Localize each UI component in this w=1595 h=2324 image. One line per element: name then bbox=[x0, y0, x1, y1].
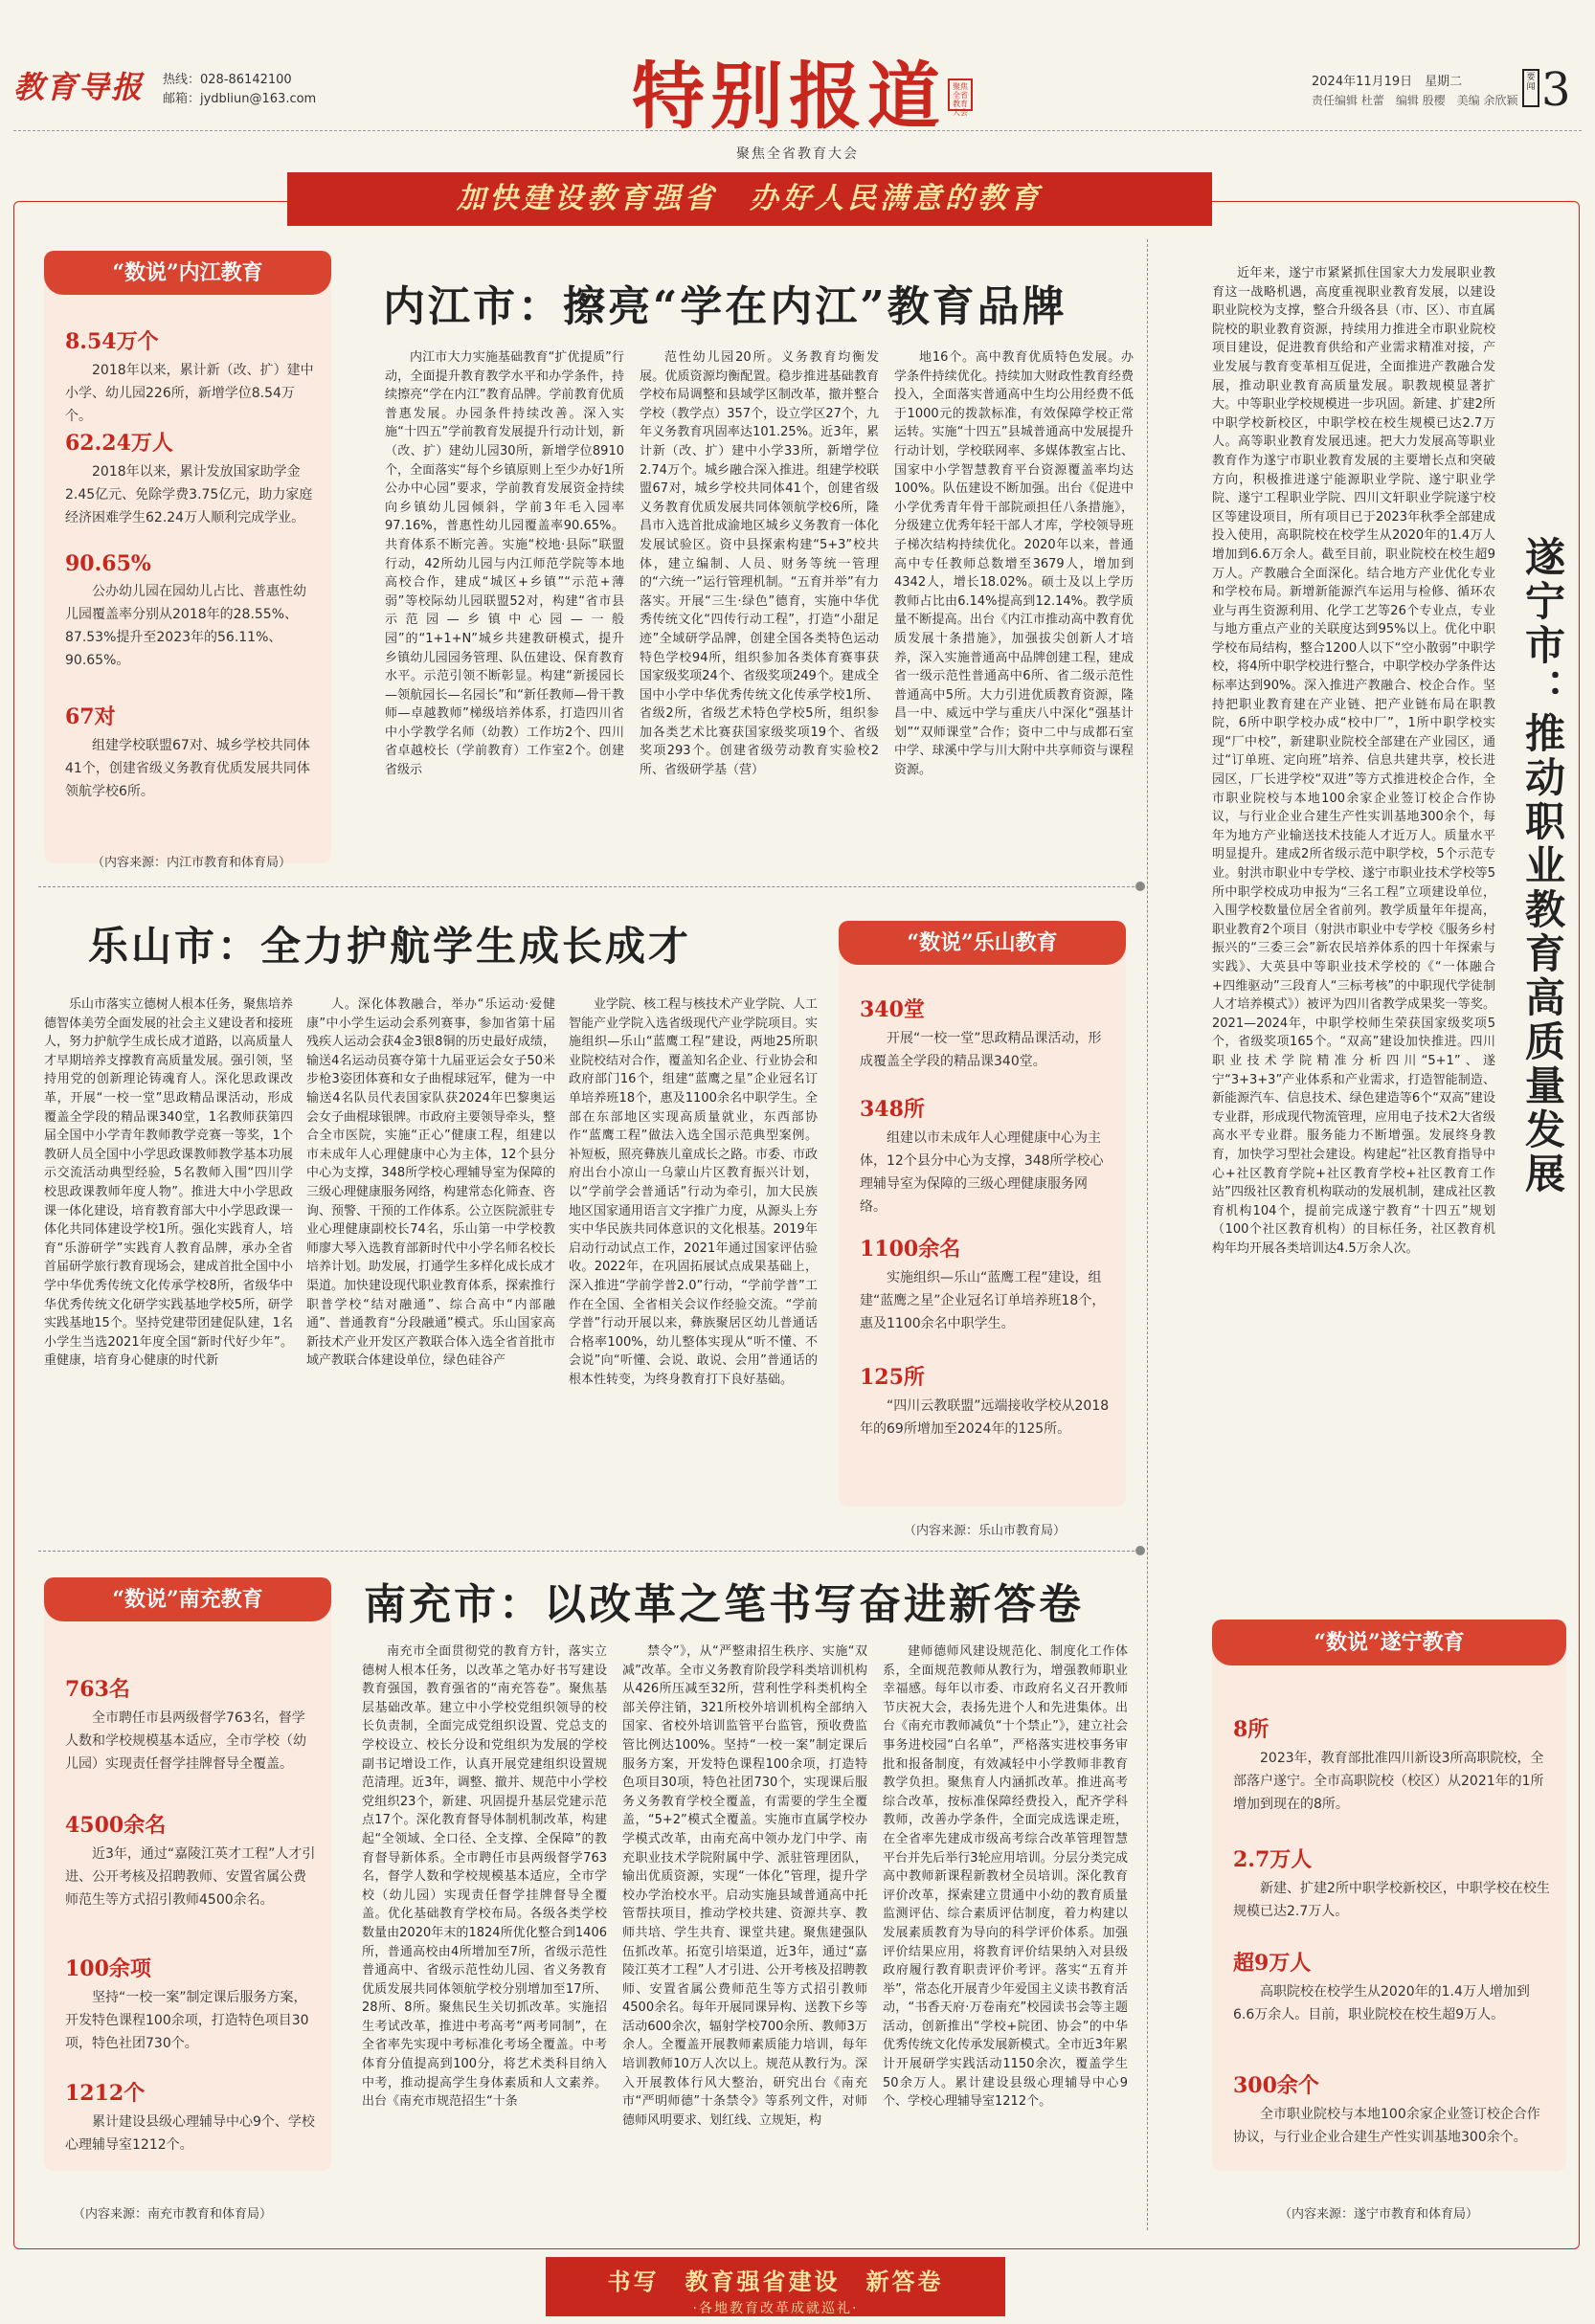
section-divider bbox=[38, 1551, 1139, 1552]
neijiang-sidebar-title: “数说”内江教育 bbox=[44, 251, 331, 295]
stat-text: “四川云教联盟”远端接收学校从2018年的69所增加至2024年的125所。 bbox=[860, 1398, 1110, 1437]
stat-text: 近3年，通过“嘉陵江英才工程”人才引进、公开考核及招聘教师、安置省属公费师范生等方式招引教师4500余名。 bbox=[65, 1846, 316, 1908]
stat-text: 坚持“一校一案”制定课后服务方案，开发特色课程100余项，打造特色项目30项，特色社团730个。 bbox=[65, 1990, 309, 2051]
newspaper-logo: 教育导报 bbox=[13, 69, 145, 105]
stat-number: 4500余名 bbox=[65, 1813, 167, 1838]
stat-number: 62.24万人 bbox=[65, 431, 173, 456]
suining-stat-2 bbox=[1233, 1844, 1551, 1923]
masthead-rule bbox=[13, 130, 1582, 131]
neijiang-stat-1 bbox=[65, 325, 316, 428]
stat-text: 组建学校联盟67对、城乡学校共同体41个，创建省级义务教育优质发展共同体领航学校6所。 bbox=[65, 738, 310, 799]
stat-number: 300余个 bbox=[1233, 2073, 1319, 2098]
stat-number: 8所 bbox=[1233, 1717, 1269, 1742]
leshan-col-3: 业学院、核工程与核技术产业学院、人工智能产业学院入选省级现代产业学院项目。实施组织—乐山“蓝鹰工程”建设，两地25所职业院校结对合作，覆盖知名企业、行业协会和政府部门16个，组建“蓝鹰之星”企业冠名订单培养班18个，惠及1100余名中职学生。全部在东部地区实现高质量就业，东西部协作“蓝鹰工程”做法入选全国示范典型案例。补短板，照亮彝族儿童成长之路。市委、市政府出台小凉山一乌蒙山片区教育振兴计划，以“学前学会普通话”行动为牵引，加大民族地区国家通用语言文字推广力度，从源头上夯实中华民族共同体意识的文化根基。2019年启动行动试点工作，2021年通过国家评估验收。2022年，在巩固拓展试点成果基础上，深入推进“学前学普2.0”行动，“学前学普”工作在全国、全省相关会议作经验交流。“学前学普”行动开展以来，彝族聚居区幼儿普通话合格率100%，幼儿整体实现从“听不懂、不会说”向“听懂、会说、敢说、会用”普通话的根本性转变，为终身教育打下良好基础。 bbox=[569, 997, 818, 1387]
suining-headline: 遂宁市：推动职业教育高质量发展 bbox=[1519, 536, 1566, 1196]
section-divider bbox=[38, 886, 1139, 887]
nanchong-col-3: 建师德师风建设规范化、制度化工作体系，全面规范教师从教行为，增强教师职业幸福感。每年以市委、市政府名义召开教师节庆祝大会，表扬先进个人和先进集体。出台《南充市教师减负“十个禁止”》，建立社会事务进校园“白名单”，严格落实进校事务审批和报备制度，有效减轻中小学教师非教育教学负担。聚焦育人内涵抓改革。推进高考综合改革，按标准保障经费投入，配齐学科教师，改善办学条件，全面完成选课走班，在全省率先建成市级高考综合改革管理智慧平台并先后举行3轮应用培训。分层分类完成高中教师新课程新教材全员培训。深化教育评价改革，探索建立贯通中小幼的教育质量监测评估、综合素质评估制度，着力构建以发展素质教育为导向的科学评价体系。加强评价结果应用，将教育评价结果纳入对县级政府履行教育职责评价考评。落实“五育并举”，常态化开展青少年爱国主义读书教育活动，“书香天府·万卷南充”校园读书会等主题活动，创新推出“学校+院团、协会”的中华优秀传统文化传承发展新模式。全市近3年累计开展研学实践活动1150余次，覆盖学生50余万人。累计建设县级心理辅导中心9个、学校心理辅导室1212个。 bbox=[883, 1644, 1128, 2110]
neijiang-col-1: 内江市大力实施基础教育“扩优提质”行动，全面提升教育教学水平和办学条件，持续擦亮“学在内江”教育品牌。学前教育优质普惠发展。办园条件持续改善。深入实施“十四五”学前教育发展提升行动计划，新（改、扩）建幼儿园30所，新增学位8910个，全面落实“每个乡镇原则上至少办好1所公办中心园”要求，学前教育发展资金持续向乡镇幼儿园倾斜，学前3年毛入园率97.16%，普惠性幼儿园覆盖率90.65%。共育体系不断完善。实施“校地·县际”联盟行动，42所幼儿园与内江师范学院等本地高校合作，建成“城区+乡镇”“示范+薄弱”等校际幼儿园联盟52对，构建“省市县示范园—乡镇中心园—一般园”的“1+1+N”城乡共建教研模式，提升乡镇幼儿园园务管理、队伍建设、保育教育水平。示范引领不断彰显。构建“新援园长—领航园长—名园长”和“新任教师—骨干教师—卓越教师”梯级培养体系，打造四川省中小学教学名师（幼教）工作坊2个、四川省卓越校长（学前教育）工作室2个。创建省级示 bbox=[385, 350, 624, 778]
nanchong-headline: 南充市：以改革之笔书写奋进新答卷 bbox=[364, 1580, 1084, 1629]
nanchong-stat-2 bbox=[65, 1809, 316, 1911]
leshan-sidebar-title: “数说”乐山教育 bbox=[839, 921, 1126, 965]
suining-col: 近年来，遂宁市紧紧抓住国家大力发展职业教育这一战略机遇，高度重视职业教育发展，以建设职业院校为支撑，整合升级各县（市、区）、市直属院校的职业教育资源，持续用力推进全市职业院校项目建设，促进教育供给和产业需求精准对接，产业发展与教育变革相互促进，全面推进产教融合发展，推动职业教育高质量发展。职教规模显著扩大。中等职业学校规模进一步巩固。新建、扩建2所中职学校新校区，中职学校在校生规模已达2.7万人。高等职业教育发展迅速。把大力发展高等职业教育作为遂宁市职业教育发展的主要增长点和突破方向，积极推进遂宁能源职业学院、遂宁职业学院、遂宁工程职业学院、四川文轩职业学院遂宁校区等建设项目，所有项目已于2023年秋季全部建成投入使用，高职院校在校学生从2020年的1.4万人增加到6.6万余人。截至目前，职业院校在校生超9万人。产教融合全面深化。结合地方产业优化专业和学校布局。新增新能源汽车运用与检修、循环农业与再生资源利用、化学工艺等26个专业点，专业与地方重点产业的关联度达到95%以上。优化中职学校布局结构，整合1200人以下“空小散弱”中职学校，将4所中职学校进行整合，中职学校办学条件达标率达到90%。深入推进产教融合、校企合作。坚持把职业教育建在产业链、把产业链布局在职教院，6所中职学校办成“校中厂”，1所中职学校实现“厂中校”，新建职业院校全部建在产业园区，通过“订单班、定向班”培养、信息共建共享，校长进园区，厂长进学校“双进”等方式推进校企合作，全市职业院校与本地100余家企业签订校企合作协议，与行业企业合建生产性实训基地300余个，每年为地方产业输送技术技能人才近万人。质量水平明显提升。建成2所省级示范中职学校，5个示范专业。射洪市职业中专学校、遂宁市职业技术学校等5所中职学校成功申报为“三名工程”立项建设单位，入围学校数量位居全省前列。教学质量年年提高，职业教育2个项目（射洪市职业中专学校《服务乡村振兴的“三委三会”新农民培养体系的四十年探索与实践》、大英县中等职业技术学校的《“一体融合+四维驱动”三段育人“三标考核”的中职现代学徒制人才培养模式》）被评为四川省教学成果奖一等奖。2021—2024年，中职学校师生荣获国家级奖项5个，省级奖项165个。“双高”建设加快推进。四川职业技术学院精准分析四川“5+1”、遂宁“3+3+3”产业体系和产业需求，打造智能制造、新能源汽车、信息技术、绿色建造等6个“双高”建设专业群，形成现代物流管理，应用电子技术2大省级高水平专业群。服务能力不断增强。发展终身教育，加快学习型社会建设。构建起“社区教育指导中心+社区教育学院+社区教育学校+社区教育工作站”四级社区教育机构联动的发展机制，建成社区教育机构104个，提前完成遂宁教育“十四五”规划（100个社区教育机构）的目标任务，社区教育机构年均开展各类培训达4.5万余人次。 bbox=[1212, 266, 1495, 1256]
stat-number: 超9万人 bbox=[1233, 1951, 1312, 1976]
nanchong-col-1: 南充市全面贯彻党的教育方针，落实立德树人根本任务，以改革之笔办好书写建设教育强国，教育强省的“南充答卷”。聚焦基层基础改革。建立中小学校党组织领导的校长负责制，全面完成党组织设置、党总支的学校设立、校长分设和党组织为发展的学校副书记增设工作，认真开展党建组织设置规范清理。近3年，调整、撤并、规范中小学校党组织23个，新建、巩固提升基层党建示范点17个。深化教育督导体制机制改革，构建起“全领域、全口径、全支撑、全保障”的教育督导新体系。全市聘任市县两级督学763名，督学人数和学校规模基本适应，全市学校（幼儿园）实现责任督学挂牌督导全覆盖。优化基础教育学校布局。各级各类学校数量由2020年末的1824所优化整合到1406所，普通高校由4所增加至7所，省级示范性普通高中、省级示范性幼儿园、省义务教育优质发展共同体领航学校分别增加至17所、28所、8所。聚焦民生关切抓改革。实施招生考试改革，推进中考高考“两考同制”，在全省率先实现中考标准化考场全覆盖。中考体育分值提高到100分，将艺术类科目纳入中考，推动提高学生身体素质和人文素养。出台《南充市规范招生“十条 bbox=[362, 1644, 607, 2110]
slogan-banner: 加快建设教育强省 办好人民满意的教育 bbox=[287, 172, 1212, 226]
footer-badge bbox=[546, 2257, 1005, 2316]
stat-number: 125所 bbox=[860, 1365, 925, 1390]
column-divider bbox=[1147, 239, 1148, 2230]
page-title: 特别报道 bbox=[632, 54, 946, 139]
nanchong-sidebar-title: “数说”南充教育 bbox=[44, 1577, 331, 1621]
nanchong-stat-1 bbox=[65, 1673, 316, 1776]
stat-number: 8.54万个 bbox=[65, 329, 159, 354]
nanchong-stat-4 bbox=[65, 2077, 316, 2156]
leshan-col-1: 乐山市落实立德树人根本任务，聚焦培养德智体美劳全面发展的社会主义建设者和接班人，努力护航学生成长成才道路，以高质量人才早期培养支撑教育高质量发展。强引领，坚持用党的创新理论铸魂育人。深化思政课改革，开展“一校一堂”思政精品课活动，形成覆盖全学段的精品课340堂，1名教师获第四届全国中小学青年教师教学竞赛一等奖，1个教研人员全国中小学思政课教师教学基本功展示交流活动典型经验，5名教师入围“四川学校思政课教师年度人物”。推进大中小学思政课一体化建设，培育教育部大中小学思政课一体化共同体建设学校1所。强化实践育人，培育“乐游研学”实践育人教育品牌，承办全省首届研学旅行教育现场会，建成首批全国中小学中华优秀传统文化传承学校8所，省级华中华优秀传统文化研学实践基地学校5所，研学实践基地15个。坚持党建带团建促队建，1名小学生当选2021年度全国“新时代好少年”。重健康，培育身心健康的时代新 bbox=[44, 997, 293, 1369]
stat-text: 开展“一校一堂”思政精品课活动，形成覆盖全学段的精品课340堂。 bbox=[860, 1031, 1102, 1069]
footer-title: 书写 教育强省建设 新答卷 bbox=[607, 2268, 944, 2295]
neijiang-sidebar bbox=[44, 251, 331, 863]
nanchong-source: （内容来源：南充市教育和体育局） bbox=[73, 2207, 273, 2222]
neijiang-stat-2 bbox=[65, 427, 316, 529]
stat-number: 763名 bbox=[65, 1677, 130, 1702]
divider-dot bbox=[1135, 1546, 1145, 1555]
suining-stat-1 bbox=[1233, 1713, 1551, 1816]
stat-text: 2018年以来，累计新（改、扩）建中小学、幼儿园226所，新增学位8.54万个。 bbox=[65, 363, 314, 424]
stat-text: 公办幼儿园在园幼儿占比、普惠性幼儿园覆盖率分别从2018年的28.55%、87.53%提升至2023年的56.11%、90.65%。 bbox=[65, 584, 306, 668]
page-tag: 要闻 bbox=[1522, 69, 1539, 107]
suining-sidebar-title: “数说”遂宁教育 bbox=[1212, 1620, 1566, 1665]
neijiang-headline: 内江市：擦亮“学在内江”教育品牌 bbox=[383, 282, 1067, 331]
neijiang-stat-4 bbox=[65, 701, 316, 803]
email: 邮箱：jydbliun@163.com bbox=[163, 92, 317, 106]
stat-text: 2023年，教育部批准四川新设3所高职院校，全部落户遂宁。全市高职院校（校区）从2021年的1所增加到现在的8所。 bbox=[1233, 1751, 1544, 1812]
stat-text: 累计建设县级心理辅导中心9个、学校心理辅导室1212个。 bbox=[65, 2114, 315, 2153]
neijiang-col-3: 地16个。高中教育优质特色发展。办学条件持续优化。持续加大财政性教育经费投入，全面落实普通高中生均公用经费不低于1000元的拨款标准，有效保障学校正常运转。实施“十四五”县城普通高中发展提升行动计划，学校联网率、多媒体教室占比、国家中小学智慧教育平台资源覆盖率均达100%。队伍建设不断加强。出台《促进中小学优秀青年骨干部院顽担任八条措施》，分级建立优秀年轻干部人才库，学校领导班子梯次结构持续优化。2020年以来，普通高中专任教师总数增至3679人，增加到4342人，增长18.02%。硕士及以上学历教师占比由6.14%提高到12.14%。教学质量不断提高。出台《内江市推动高中教育优质发展十条措施》，加强拔尖创新人才培养，深入实施普通高中品牌创建工程，建成省一级示范性普通高中6所、省二级示范性普通高中5所。大力引进优质教育资源，隆昌一中、威远中学与重庆八中深化“强基计划”“双师课堂”合作；资中二中与成都石室中学、球溪中学与川大附中共享师资与课程资源。 bbox=[894, 350, 1134, 778]
stat-text: 全市聘任市县两级督学763名，督学人数和学校规模基本适应，全市学校（幼儿园）实现责任督学挂牌督导全覆盖。 bbox=[65, 1710, 306, 1772]
leshan-source: （内容来源：乐山市教育局） bbox=[904, 1524, 1067, 1538]
conference-seal bbox=[948, 78, 973, 117]
nanchong-col-2: 禁令”》，从“严整肃招生秩序、实施“双减”改革。全市义务教育阶段学科类培训机构从426所压减至32所，营利性学科类机构全部关停注销，321所校外培训机构全部纳入国家、省校外培训监管平台监管，预收费监管比例达100%。坚持“一校一案”制定课后服务方案，开发特色课程100余项，打造特色项目30项，特色社团730个，实现课后服务义务教育学校全覆盖，有需要的学生全覆盖，“5+2”模式全覆盖。实施市直属学校办学模式改革，由南充高中领办龙门中学、南充职业技术学院附属中学、派驻管理团队，输出优质资源，实现“一体化”管理，提升学校办学治校水平。启动实施县域普通高中托管帮扶项目，推动学校共建、资源共享、教师共培、学生共育、课堂共建。聚焦建强队伍抓改革。拓宽引培渠道，近3年，通过“嘉陵江英才工程”人才引进、公开考核及招聘教师、安置省属公费师范生等方式招引教师4500余名。每年开展同课异构、送教下乡等活动600余次，辐射学校700余所、教师3万余人。全覆盖开展教师素质能力培训，每年培训教师10万人次以上。规范从教行为。深入开展教体行风大整治，研究出台《南充市“严明师德”十条禁令》等系列文件，对师德师风明要求、划红线、立规矩，构 bbox=[622, 1644, 867, 2128]
stat-text: 高职院校在校学生从2020年的1.4万人增加到6.6万余人。目前，职业院校在校生超9万人。 bbox=[1233, 1984, 1530, 2022]
conference-subtitle: 聚焦全省教育大会 bbox=[736, 146, 859, 162]
neijiang-col-2: 范性幼儿园20所。义务教育均衡发展。优质资源均衡配置。稳步推进基础教育学校布局调整和县域学区制改革，撤并整合学校（教学点）357个，设立学区27个，九年义务教育巩固率达101.25%。近3年，累计新（改、扩）建中小学33所，新增学位2.74万个。城乡融合深入推进。组建学校联盟67对，城乡学校共同体41个，创建省级义务教育优质发展共同体领航学校6所，隆昌市入选首批成渝地区城乡义务教育一体化发展试验区。资中县探索构建“5+3”校共体，建立编制、人员、财务等统一管理的“六统一”运行管理机制。“五育并举”有力落实。开展“三生·绿色”德育，实施中华优秀传统文化“四传行动工程”，打造“小甜足迹”全域研学品牌，创建全国各类特色运动特色学校94所，组织参加各类体育赛事获国家级奖项24个、省级奖项249个。建成全国中小学中华优秀传统文化传承学校1所、省级2所，省级艺术特色学校5所，组织参加各类艺术比赛获国家级奖项19个、省级奖项293个。创建省级劳动教育实验校2所、省级研学基（营） bbox=[640, 350, 879, 778]
stat-number: 67对 bbox=[65, 704, 116, 729]
stat-text: 组建以市未成年人心理健康中心为主体，12个县分中心为支撑，348所学校心理辅导室为保障的三级心理健康服务网络。 bbox=[860, 1130, 1104, 1215]
neijiang-source: （内容来源：内江市教育和体育局） bbox=[92, 856, 292, 870]
nanchong-stat-3 bbox=[65, 1953, 316, 2055]
leshan-sidebar bbox=[839, 921, 1126, 1507]
stat-number: 2.7万人 bbox=[1233, 1847, 1313, 1872]
neijiang-stat-3 bbox=[65, 551, 316, 672]
suining-stat-3 bbox=[1233, 1947, 1551, 2026]
stat-number: 348所 bbox=[860, 1097, 925, 1122]
leshan-stat-1 bbox=[860, 994, 1111, 1073]
issue-date: 2024年11月19日 星期二 bbox=[1312, 75, 1463, 89]
editors-line: 责任编辑 杜蕾 编辑 殷樱 美编 余欣颖 bbox=[1312, 94, 1518, 107]
stat-number: 1100余名 bbox=[860, 1237, 961, 1262]
nanchong-sidebar bbox=[44, 1577, 331, 2171]
stat-number: 90.65% bbox=[65, 551, 151, 576]
leshan-stat-3 bbox=[860, 1233, 1111, 1335]
suining-stat-4 bbox=[1233, 2069, 1551, 2149]
stat-number: 1212个 bbox=[65, 2081, 146, 2106]
stat-text: 2018年以来，累计发放国家助学金2.45亿元、免除学费3.75亿元，助力家庭经济困难学生62.24万人顺利完成学业。 bbox=[65, 464, 313, 525]
footer-subtitle: ·各地教育改革成就巡礼· bbox=[692, 2301, 859, 2316]
leshan-stat-2 bbox=[860, 1093, 1111, 1218]
stat-number: 100余项 bbox=[65, 1956, 151, 1981]
divider-dot bbox=[1135, 882, 1145, 891]
leshan-headline: 乐山市：全力护航学生成长成才 bbox=[88, 923, 692, 970]
stat-text: 全市职业院校与本地100余家企业签订校企合作协议，与行业企业合建生产性实训基地300余个。 bbox=[1233, 2107, 1540, 2145]
stat-text: 新建、扩建2所中职学校新校区，中职学校在校生规模已达2.7万人。 bbox=[1233, 1881, 1550, 1919]
leshan-col-2: 人。深化体教融合，举办“乐运动·爱健康”中小学生运动会系列赛事，参加省第十届残疾人运动会获4金3银8铜的历史最好成绩，输送4名运动员赛夺第十九届亚运会女子50米步枪3姿团体赛和女子曲棍球冠军，健为一中输送4名队员代表国家队获2024年巴黎奥运会女子曲棍球银牌。市政府主要领导牵头，整合全市医院，实施“正心”健康工程，组建以市未成年人心理健康中心为主体，12个县分中心为支撑，348所学校心理辅导室为保障的三级心理健康服务网络，构建常态化筛查、咨询、预警、干预的工作体系。公立医院派驻专业心理健康副校长74名，乐山第一中学校教师廖大琴入选教育部新时代中小学名师名校长培养计划。助发展，打通学生多样化成长成才渠道。加快建设现代职业教育体系，探索推行职普学校“结对融通”、综合高中“内部融通”、普通教育“分段融通”模式。乐山国家高新技术产业开发区产教联合体入选全省首批市域产教联合体建设单位，绿色硅谷产 bbox=[306, 997, 555, 1369]
seal-text: 聚焦全省教育大会 bbox=[953, 82, 968, 117]
hotline: 热线：028-86142100 bbox=[163, 73, 292, 87]
page-number: 3 bbox=[1541, 63, 1571, 117]
leshan-stat-4 bbox=[860, 1361, 1111, 1441]
stat-number: 340堂 bbox=[860, 997, 925, 1022]
stat-text: 实施组织—乐山“蓝鹰工程”建设，组建“蓝鹰之星”企业冠名订单培养班18个，惠及1100余名中职学生。 bbox=[860, 1270, 1106, 1331]
suining-source: （内容来源：遂宁市教育和体育局） bbox=[1279, 2207, 1479, 2222]
suining-sidebar bbox=[1212, 1620, 1566, 2171]
